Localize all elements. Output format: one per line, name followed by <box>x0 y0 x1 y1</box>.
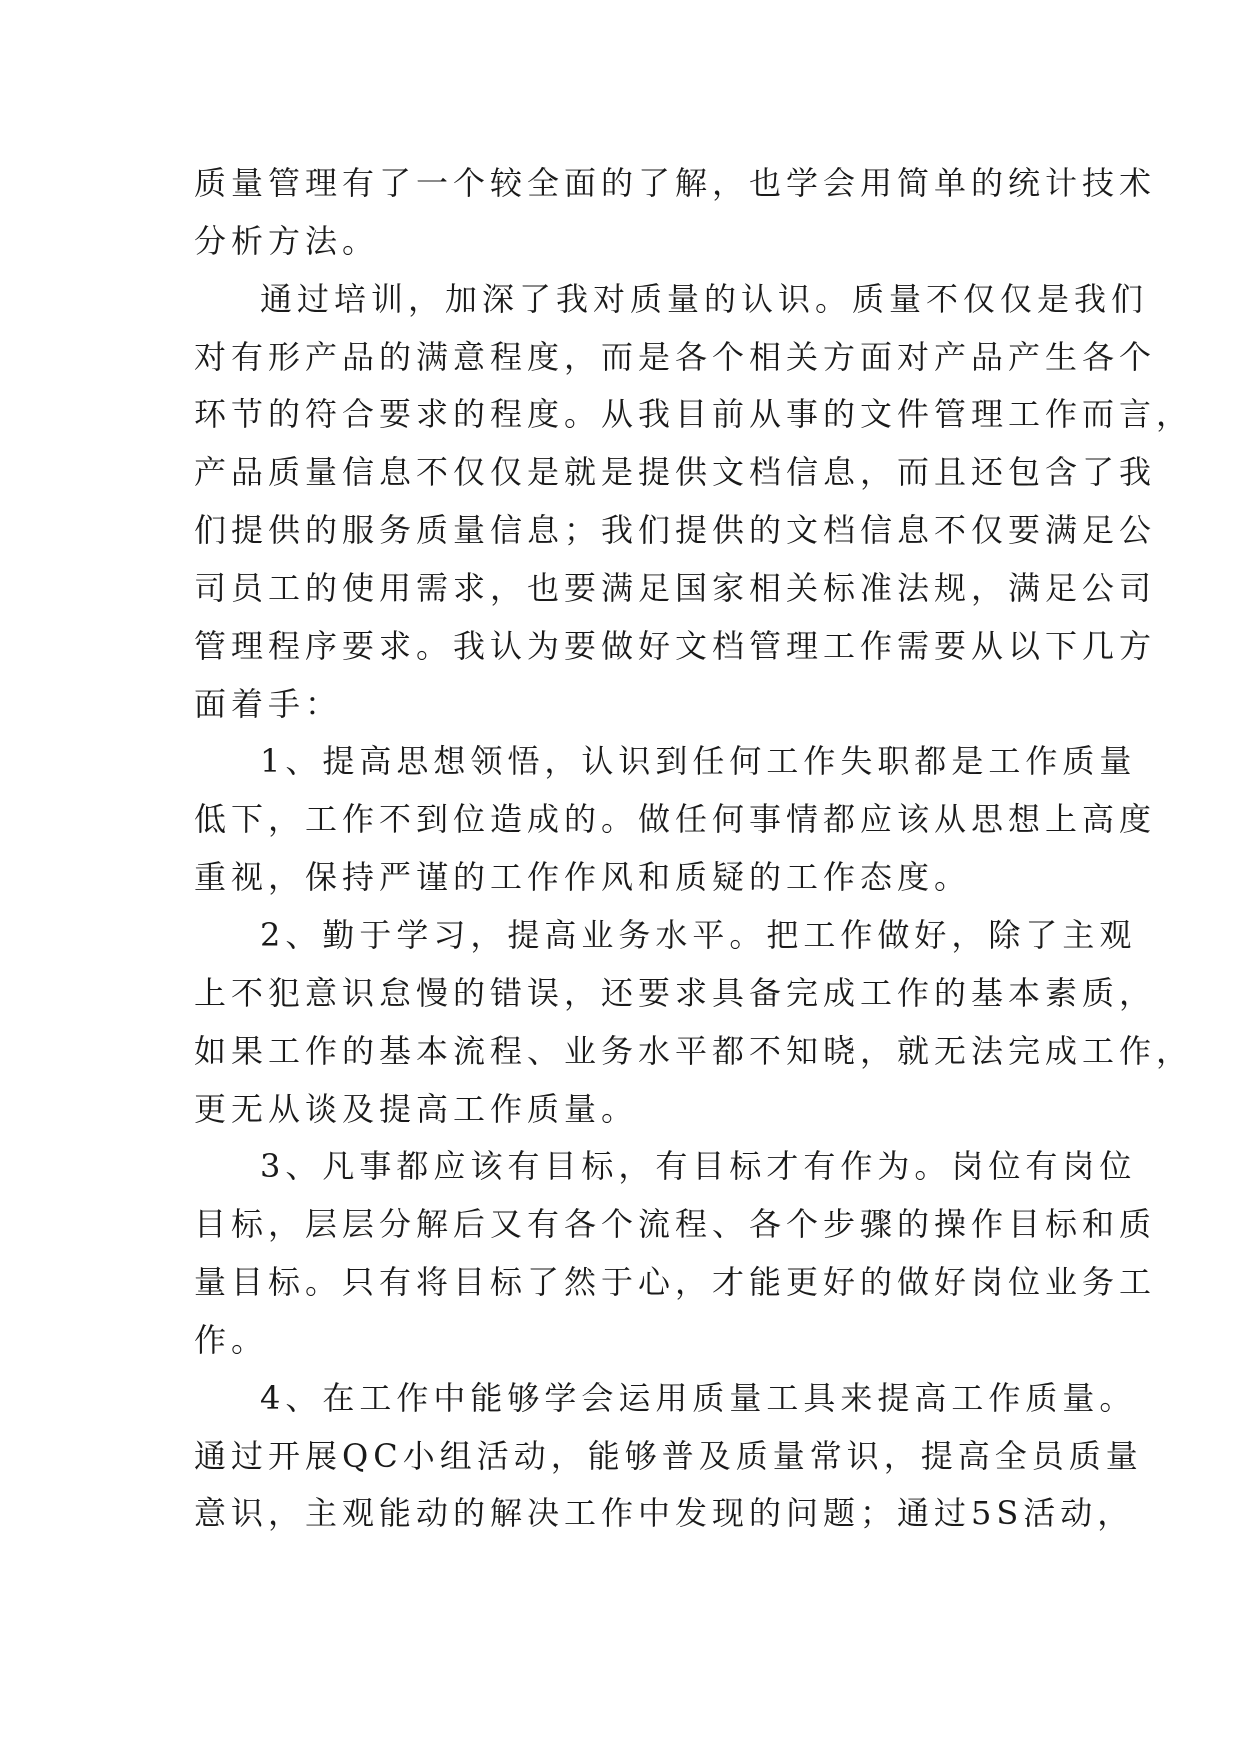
text-line-4: 对有形产品的满意程度，而是各个相关方面对产品产生各个 <box>194 337 1157 376</box>
document-body <box>194 155 1194 1543</box>
text-line-19: 目标，层层分解后又有各个流程、各个步骤的操作目标和质 <box>194 1205 1157 1244</box>
list-item-2-start: 2、勤于学习，提高业务水平。把工作做好，除了主观 <box>260 915 1137 954</box>
text-line-10: 面着手： <box>194 684 343 723</box>
paragraph-training-start: 通过培训，加深了我对质量的认识。质量不仅仅是我们 <box>260 279 1149 318</box>
text-line-7: 们提供的服务质量信息；我们提供的文档信息不仅要满足公 <box>194 511 1157 550</box>
text-line-5: 环节的符合要求的程度。从我目前从事的文件管理工作而言， <box>194 395 1194 434</box>
text-line-6: 产品质量信息不仅仅是就是提供文档信息，而且还包含了我 <box>194 453 1157 492</box>
text-line-17: 更无从谈及提高工作质量。 <box>194 1089 639 1128</box>
list-item-1-start: 1、提高思想领悟，认识到任何工作失职都是工作质量 <box>260 742 1137 781</box>
text-line-15: 上不犯意识怠慢的错误，还要求具备完成工作的基本素质， <box>194 973 1157 1012</box>
text-line-8: 司员工的使用需求，也要满足国家相关标准法规，满足公司 <box>194 568 1157 607</box>
list-item-4-start: 4、在工作中能够学会运用质量工具来提高工作质量。 <box>260 1378 1137 1417</box>
text-line-1: 质量管理有了一个较全面的了解，也学会用简单的统计技术 <box>194 164 1157 202</box>
text-line-23: 通过开展QC小组活动，能够普及质量常识，提高全员质量 <box>194 1436 1143 1475</box>
text-line-21: 作。 <box>194 1320 269 1359</box>
text-line-12: 低下，工作不到位造成的。做任何事情都应该从思想上高度 <box>194 800 1157 839</box>
text-line-24: 意识，主观能动的解决工作中发现的问题；通过5S活动， <box>194 1494 1135 1533</box>
text-line-16: 如果工作的基本流程、业务水平都不知晓，就无法完成工作， <box>194 1031 1194 1070</box>
text-line-9: 管理程序要求。我认为要做好文档管理工作需要从以下几方 <box>194 626 1157 665</box>
list-item-3-start: 3、凡事都应该有目标，有目标才有作为。岗位有岗位 <box>260 1147 1137 1186</box>
text-line-13: 重视，保持严谨的工作作风和质疑的工作态度。 <box>194 858 972 897</box>
text-line-2: 分析方法。 <box>194 221 380 260</box>
text-line-20: 量目标。只有将目标了然于心，才能更好的做好岗位业务工 <box>194 1263 1157 1302</box>
